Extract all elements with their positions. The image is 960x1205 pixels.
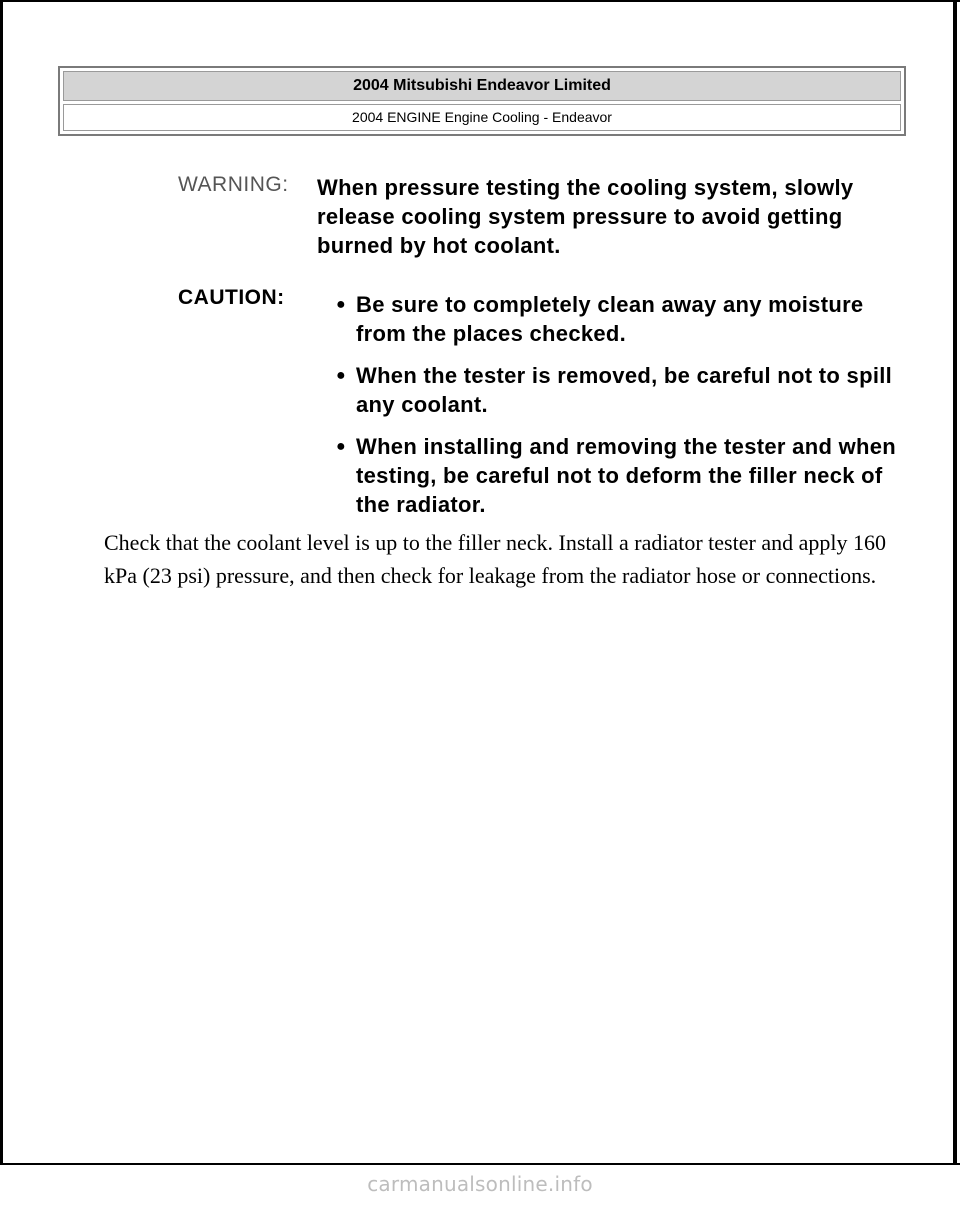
warning-label: WARNING: <box>178 173 289 196</box>
bullet-icon: ● <box>336 438 346 455</box>
caution-item <box>336 290 906 348</box>
bullet-icon: ● <box>336 367 346 384</box>
document-header <box>58 66 906 136</box>
caution-list <box>336 290 906 532</box>
caution-label: CAUTION: <box>178 286 285 309</box>
page-border-top <box>0 0 960 2</box>
caution-item <box>336 432 906 519</box>
procedure-paragraph: Check that the coolant level is up to the filler neck. Install a radiator tester and apply 160 kPa (23 psi) pressure, and then check for leakage from the radiator hose or connections. <box>104 530 886 588</box>
caution-item-text: Be sure to completely clean away any moisture from the places checked. <box>356 292 864 346</box>
page-border-bottom <box>0 1163 960 1165</box>
warning-text: When pressure testing the cooling system, slowly release cooling system pressure to avoid getting burned by hot coolant. <box>317 175 854 258</box>
caution-item-text: When installing and removing the tester and when testing, be careful not to deform the filler neck of the radiator. <box>356 434 897 517</box>
page-border-right <box>953 0 957 1165</box>
caution-item-text: When the tester is removed, be careful not to spill any coolant. <box>356 363 893 417</box>
header-subtitle: 2004 ENGINE Engine Cooling - Endeavor <box>63 104 901 131</box>
header-title: 2004 Mitsubishi Endeavor Limited <box>63 71 901 101</box>
caution-item <box>336 361 906 419</box>
bullet-icon: ● <box>336 296 346 313</box>
footer-watermark: carmanualsonline.info <box>367 1172 593 1196</box>
page-border-left <box>0 0 3 1165</box>
